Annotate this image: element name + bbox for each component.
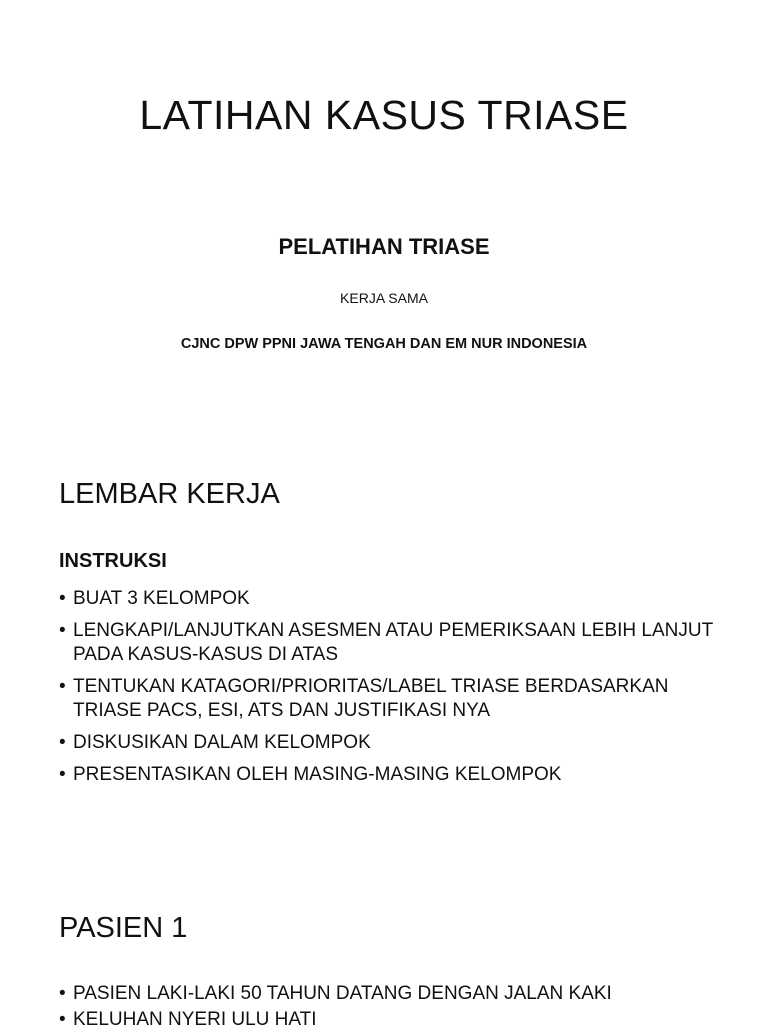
- bullet-icon: •: [59, 676, 66, 697]
- worksheet-heading: LEMBAR KERJA: [59, 478, 280, 510]
- patient-detail-list: [59, 982, 719, 1034]
- instruction-text: TENTUKAN KATAGORI/PRIORITAS/LABEL TRIASE BERDASARKAN TRIASE PACS, ESI, ATS DAN JUSTIFIKASI NYA: [73, 676, 669, 721]
- patient-slide: [0, 908, 768, 1030]
- bullet-icon: •: [59, 620, 66, 641]
- instruction-item: [59, 731, 719, 755]
- bullet-icon: •: [59, 588, 66, 609]
- instruction-text: DISKUSIKAN DALAM KELOMPOK: [73, 732, 371, 753]
- patient-detail-item: [59, 1008, 719, 1032]
- bullet-icon: •: [59, 983, 66, 1004]
- bullet-icon: •: [59, 764, 66, 785]
- bullet-icon: •: [59, 1009, 66, 1030]
- instruction-item: [59, 675, 719, 723]
- instruction-text: PRESENTASIKAN OLEH MASING-MASING KELOMPOK: [73, 764, 562, 785]
- instruction-item: [59, 763, 719, 787]
- patient-detail-text: PASIEN LAKI-LAKI 50 TAHUN DATANG DENGAN JALAN KAKI: [73, 983, 612, 1004]
- instruction-list: [59, 587, 719, 795]
- slide-title: LATIHAN KASUS TRIASE: [139, 92, 629, 138]
- bullet-icon: •: [59, 732, 66, 753]
- instruction-title: INSTRUKSI: [59, 550, 167, 572]
- patient-heading: PASIEN 1: [59, 912, 188, 944]
- worksheet-slide: [0, 460, 768, 860]
- training-subtitle: PELATIHAN TRIASE: [278, 234, 490, 259]
- instruction-item: [59, 619, 719, 667]
- title-slide: [0, 0, 768, 400]
- instruction-text: BUAT 3 KELOMPOK: [73, 588, 250, 609]
- patient-detail-text: KELUHAN NYERI ULU HATI: [73, 1009, 317, 1030]
- organizers-text: CJNC DPW PPNI JAWA TENGAH DAN EM NUR INDONESIA: [180, 336, 588, 352]
- patient-detail-item: [59, 982, 719, 1006]
- instruction-text: LENGKAPI/LANJUTKAN ASESMEN ATAU PEMERIKSAAN LEBIH LANJUT PADA KASUS-KASUS DI ATAS: [73, 620, 713, 665]
- instruction-item: [59, 587, 719, 611]
- cooperation-label: KERJA SAMA: [340, 290, 428, 306]
